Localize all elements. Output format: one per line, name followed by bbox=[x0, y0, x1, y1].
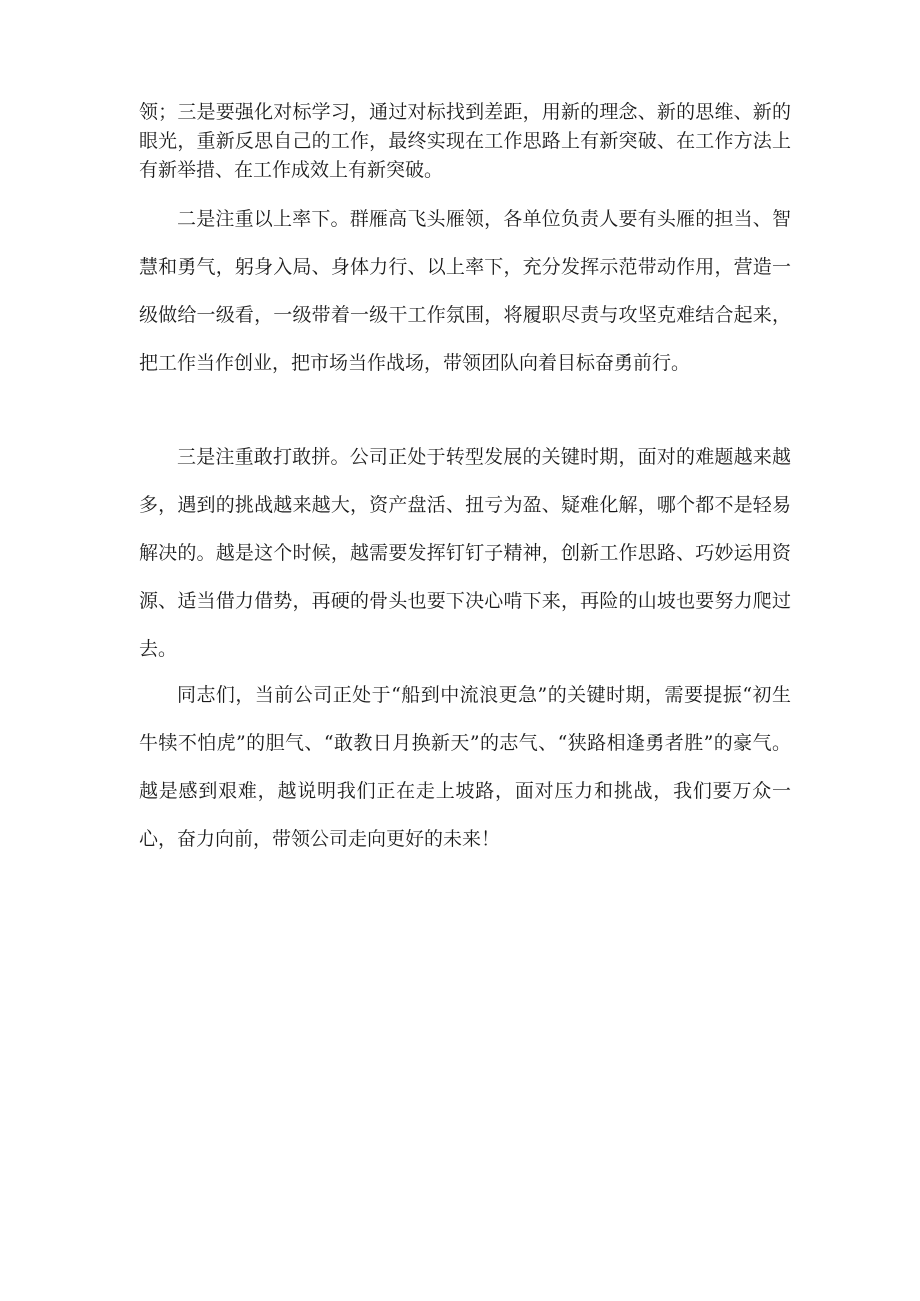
paragraph-dare-to-fight: 三是注重敢打敢拼。公司正处于转型发展的关键时期，面对的难题越来越多，遇到的挑战越来越大，资产盘活、扭亏为盈、疑难化解，哪个都不是轻易解决的。越是这个时候，越需要发挥钉钉子精神，创新工作思路、巧妙运用资源、适当借力借势，再硬的骨头也要下决心啃下来，再险的山坡也要努力爬过去。 bbox=[139, 446, 791, 660]
paragraph-lead-by-example: 二是注重以上率下。群雁高飞头雁领，各单位负责人要有头雁的担当、智慧和勇气，躬身入局、身体力行、以上率下，充分发挥示范带动作用，营造一级做给一级看，一级带着一级干工作氛围，将履职尽责与攻坚克难结合起来，把工作当作创业，把市场当作战场，带领团队向着目标奋勇前行。 bbox=[139, 208, 791, 374]
paragraph-closing: 同志们，当前公司正处于“船到中流浪更急”的关键时期，需要提振“初生牛犊不怕虎”的胆气、“敢教日月换新天”的志气、“狭路相逢勇者胜”的豪气。越是感到艰难，越说明我们正在走上坡路，面对压力和挑战，我们要万众一心，奋力向前，带领公司走向更好的未来！ bbox=[139, 684, 791, 850]
paragraph-continuation: 领；三是要强化对标学习，通过对标找到差距，用新的理念、新的思维、新的眼光，重新反思自己的工作，最终实现在工作思路上有新突破、在工作方法上有新举措、在工作成效上有新突破。 bbox=[139, 101, 791, 181]
